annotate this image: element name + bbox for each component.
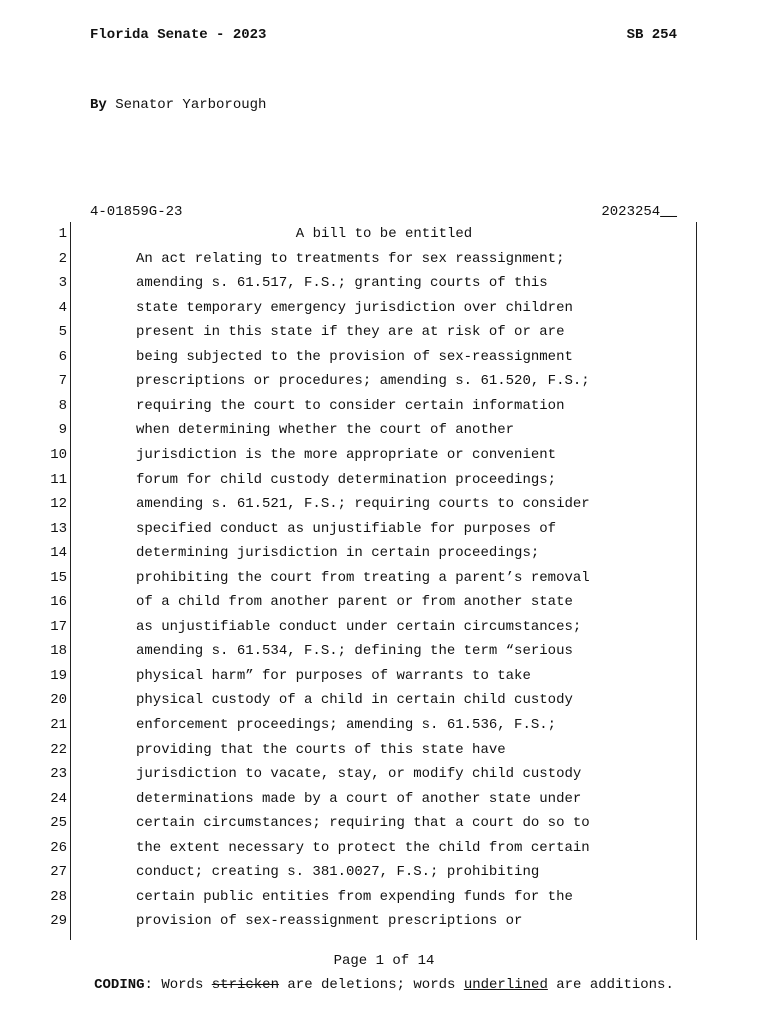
bill-number: SB 254 <box>626 27 677 43</box>
line-number: 5 <box>58 324 67 341</box>
line-number: 21 <box>50 717 67 733</box>
bill-line <box>0 398 768 423</box>
line-number: 13 <box>50 520 67 537</box>
line-number: 29 <box>50 913 67 930</box>
bill-line <box>0 373 768 398</box>
coding-underlined-example: underlined <box>463 977 548 993</box>
line-number: 3 <box>58 275 67 292</box>
line-number: 18 <box>50 643 67 660</box>
line-number: 20 <box>50 692 67 709</box>
line-text: conduct; creating s. 381.0027, F.S.; prohibiting <box>136 864 540 881</box>
line-number: 14 <box>50 545 67 562</box>
line-text: when determining whether the court of another <box>136 422 515 439</box>
draft-number <box>601 204 677 220</box>
bill-line <box>0 422 768 447</box>
line-number: 10 <box>50 446 67 463</box>
line-text: jurisdiction is the more appropriate or convenient <box>136 446 557 463</box>
line-text: determining jurisdiction in certain proceedings; <box>136 545 540 562</box>
coding-colon: : <box>144 977 153 993</box>
line-text: provision of sex-reassignment prescriptions or <box>136 913 523 930</box>
draft-code: 4-01859G-23 <box>90 204 183 220</box>
line-number: 2 <box>58 250 67 267</box>
line-text: jurisdiction to vacate, stay, or modify child custody <box>136 766 582 783</box>
coding-legend <box>0 977 768 993</box>
draft-number-blank: __ <box>660 204 677 220</box>
bill-line <box>0 889 768 914</box>
bill-line <box>0 815 768 840</box>
line-text: prohibiting the court from treating a parent’s removal <box>136 569 590 586</box>
line-text: state temporary emergency jurisdiction over children <box>136 299 573 316</box>
bill-line <box>0 349 768 374</box>
line-number: 19 <box>50 667 67 684</box>
bill-line <box>0 643 768 668</box>
line-text: forum for child custody determination proceedings; <box>136 471 557 488</box>
line-text: the extent necessary to protect the child from certain <box>136 839 590 856</box>
bill-line <box>0 521 768 546</box>
coding-label: CODING <box>94 977 145 993</box>
chamber-title: Florida Senate - 2023 <box>90 27 267 43</box>
bill-line <box>0 619 768 644</box>
line-number: 28 <box>50 888 67 905</box>
bill-line <box>0 447 768 472</box>
bill-line <box>0 251 768 276</box>
line-number: 4 <box>58 299 67 316</box>
line-text: amending s. 61.521, F.S.; requiring courts to consider <box>136 496 590 513</box>
line-text: certain circumstances; requiring that a court do so to <box>136 815 590 832</box>
draft-number-value: 2023254 <box>601 204 661 220</box>
line-text: providing that the courts of this state have <box>136 741 506 758</box>
bill-line <box>0 692 768 717</box>
coding-stricken-example: stricken <box>211 977 279 993</box>
line-number: 9 <box>58 422 67 439</box>
bill-line <box>0 766 768 791</box>
line-number: 17 <box>50 618 67 635</box>
line-text: An act relating to treatments for sex reassignment; <box>136 250 565 267</box>
line-number: 23 <box>50 766 67 783</box>
line-number: 26 <box>50 839 67 856</box>
line-text: A bill to be entitled <box>295 226 473 242</box>
line-number: 7 <box>58 373 67 390</box>
line-text: present in this state if they are at risk of or are <box>136 324 565 341</box>
line-text: physical harm” for purposes of warrants to take <box>136 667 531 684</box>
line-number: 6 <box>58 348 67 365</box>
bill-line <box>0 545 768 570</box>
bill-line <box>0 717 768 742</box>
bill-line <box>0 472 768 497</box>
byline-prefix: By <box>90 97 107 113</box>
line-text: prescriptions or procedures; amending s. 61.520, F.S.; <box>136 373 590 390</box>
line-number: 11 <box>50 471 67 488</box>
line-text: amending s. 61.517, F.S.; granting courts of this <box>136 275 548 292</box>
line-number: 16 <box>50 594 67 611</box>
bill-line <box>0 226 768 251</box>
line-text: specified conduct as unjustifiable for purposes of <box>136 520 557 537</box>
bill-line <box>0 324 768 349</box>
bill-line <box>0 913 768 938</box>
bill-line <box>0 864 768 889</box>
line-number: 24 <box>50 790 67 807</box>
bill-line <box>0 840 768 865</box>
line-text: of a child from another parent or from another state <box>136 594 573 611</box>
byline <box>90 97 266 113</box>
bill-line <box>0 496 768 521</box>
line-number: 15 <box>50 569 67 586</box>
line-number: 25 <box>50 815 67 832</box>
line-number: 8 <box>58 397 67 414</box>
line-text: requiring the court to consider certain information <box>136 397 565 414</box>
line-text: determinations made by a court of another state under <box>136 790 582 807</box>
bill-line <box>0 791 768 816</box>
bill-line <box>0 742 768 767</box>
line-text: enforcement proceedings; amending s. 61.536, F.S.; <box>136 717 557 733</box>
sponsor-name: Senator Yarborough <box>115 97 267 113</box>
coding-text-2: are deletions; words <box>278 977 464 993</box>
line-number: 1 <box>58 226 67 242</box>
line-number: 27 <box>50 864 67 881</box>
bill-line <box>0 275 768 300</box>
bill-line <box>0 570 768 595</box>
line-text: as unjustifiable conduct under certain circumstances; <box>136 618 582 635</box>
coding-text-1: Words <box>152 977 212 993</box>
coding-text-3: are additions. <box>547 977 674 993</box>
line-text: amending s. 61.534, F.S.; defining the term “serious <box>136 643 573 660</box>
line-text: physical custody of a child in certain child custody <box>136 692 573 709</box>
bill-line <box>0 300 768 325</box>
bill-line <box>0 668 768 693</box>
bill-line <box>0 594 768 619</box>
page-indicator: Page 1 of 14 <box>333 953 435 969</box>
line-text: being subjected to the provision of sex-reassignment <box>136 348 573 365</box>
line-number: 22 <box>50 741 67 758</box>
line-text: certain public entities from expending funds for the <box>136 888 573 905</box>
line-number: 12 <box>50 496 67 513</box>
